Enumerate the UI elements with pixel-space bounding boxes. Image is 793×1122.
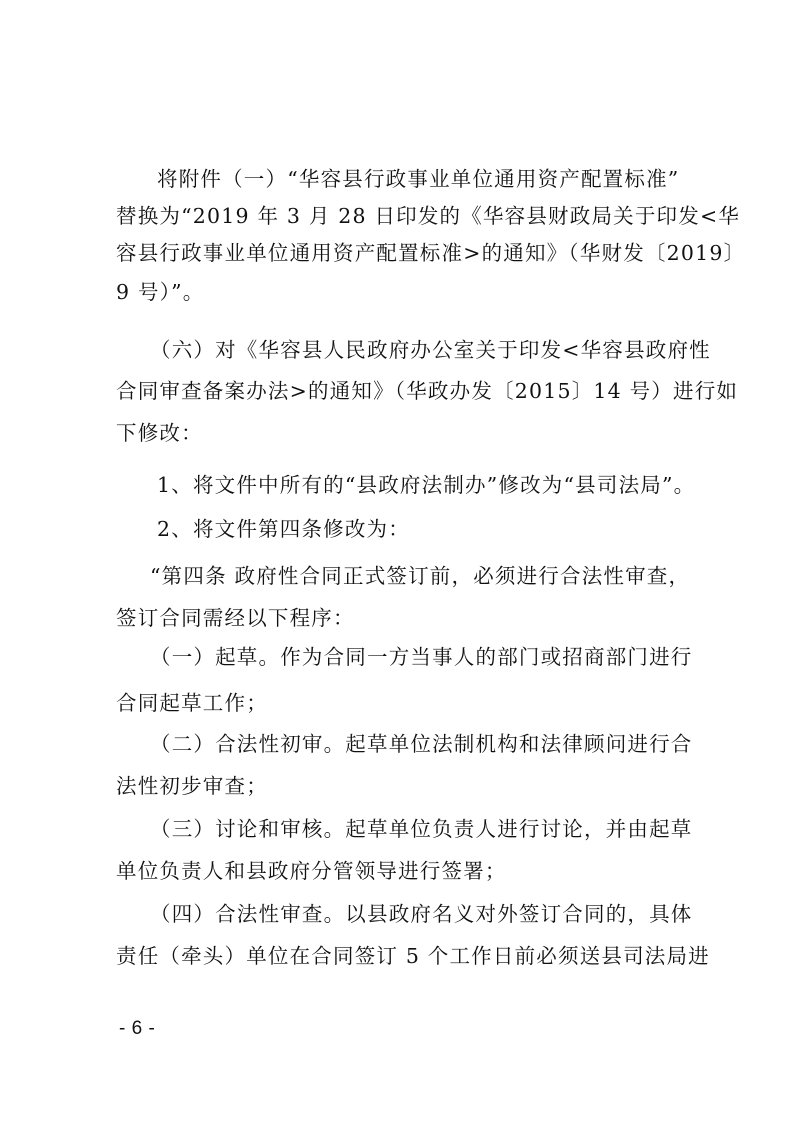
paragraph-line: （一）起草。作为合同一方当事人的部门或招商部门进行 <box>150 645 693 669</box>
paragraph-line: 将附件（一）“华容县行政事业单位通用资产配置标准” <box>157 167 680 191</box>
paragraph-line: 2、将文件第四条修改为： <box>157 517 410 541</box>
paragraph-line: 替换为“2019 年 3 月 28 日印发的《华容县财政局关于印发<华 <box>116 204 741 228</box>
paragraph-line: “第四条 政府性合同正式签订前，必须进行合法性审查， <box>150 564 691 588</box>
paragraph-line: （四）合法性审查。以县政府名义对外签订合同的，具体 <box>150 902 693 926</box>
paragraph-line: （三）讨论和审核。起草单位负责人进行讨论，并由起草 <box>150 817 693 841</box>
paragraph-line: 签订合同需经以下程序： <box>116 606 355 630</box>
paragraph-line: 1、将文件中所有的“县政府法制办”修改为“县司法局”。 <box>157 473 696 497</box>
page-number: - 6 - <box>119 1018 156 1039</box>
paragraph-line: 单位负责人和县政府分管领导进行签署； <box>116 859 507 883</box>
paragraph-line: 合同审查备案办法>的通知》（华政办发〔2015〕14 号）进行如 <box>116 379 739 403</box>
paragraph-line: 法性初步审查； <box>116 774 268 798</box>
paragraph-line: （二）合法性初审。起草单位法制机构和法律顾问进行合 <box>150 732 693 756</box>
paragraph-line: 下修改： <box>116 421 203 445</box>
paragraph-line: 9 号）”。 <box>116 280 205 304</box>
paragraph-line: 合同起草工作； <box>116 691 268 715</box>
paragraph-line: 责任（牵头）单位在合同签订 5 个工作日前必须送县司法局进 <box>116 944 710 968</box>
paragraph-line: 容县行政事业单位通用资产配置标准>的通知》（华财发〔2019〕 <box>116 241 746 265</box>
paragraph-line: （六）对《华容县人民政府办公室关于印发<华容县政府性 <box>150 338 711 362</box>
